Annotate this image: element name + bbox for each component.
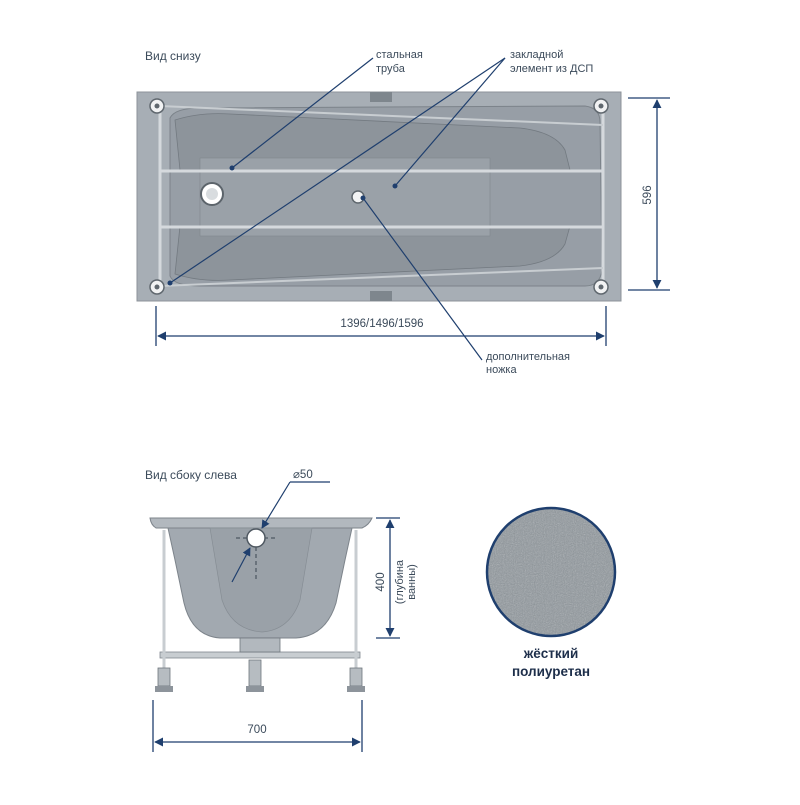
leg-corner-top-right [594, 99, 608, 113]
side-view-title: Вид сбоку слева [145, 468, 237, 482]
side-rim [150, 518, 372, 528]
leg-right [347, 668, 365, 692]
rim-tab-bottom [370, 291, 392, 301]
material-label-line2: полиуретан [511, 664, 591, 679]
callout-extra-leg-line2: ножка [486, 364, 517, 376]
callout-steel-pipe-line2: труба [376, 63, 405, 75]
drain-inner [206, 188, 218, 200]
material-label-line1: жёсткий [523, 646, 579, 661]
leg-middle [246, 660, 264, 692]
leg-left [155, 668, 173, 692]
callout-embedded-line1: закладной [510, 49, 564, 61]
bathtub-side-view [150, 518, 372, 692]
leg-corner-top-left [150, 99, 164, 113]
callout-embedded-line2: элемент из ДСП [510, 63, 594, 75]
callout-steel-pipe-line1: стальная [376, 49, 423, 61]
drain-diameter-value: ⌀50 [293, 469, 313, 481]
width-dimension-value: 596 [642, 185, 654, 205]
depth-note-line1: (глубина [394, 559, 406, 605]
side-width-value: 700 [247, 724, 267, 736]
rim-tab-top [370, 92, 392, 102]
side-frame-base [160, 652, 360, 658]
drain-fitting [240, 638, 280, 652]
length-dimension-value: 1396/1496/1596 [340, 318, 424, 330]
material-swatch [487, 508, 615, 636]
depth-note-line2: ванны) [406, 564, 418, 600]
overflow-hole [247, 529, 265, 547]
bathtub-bottom-view [137, 92, 621, 301]
leg-corner-bottom-right [594, 280, 608, 294]
bottom-view-title: Вид снизу [145, 49, 201, 63]
callout-extra-leg-line1: дополнительная [486, 351, 570, 363]
depth-dimension-value: 400 [375, 572, 387, 592]
leg-corner-bottom-left [150, 280, 164, 294]
